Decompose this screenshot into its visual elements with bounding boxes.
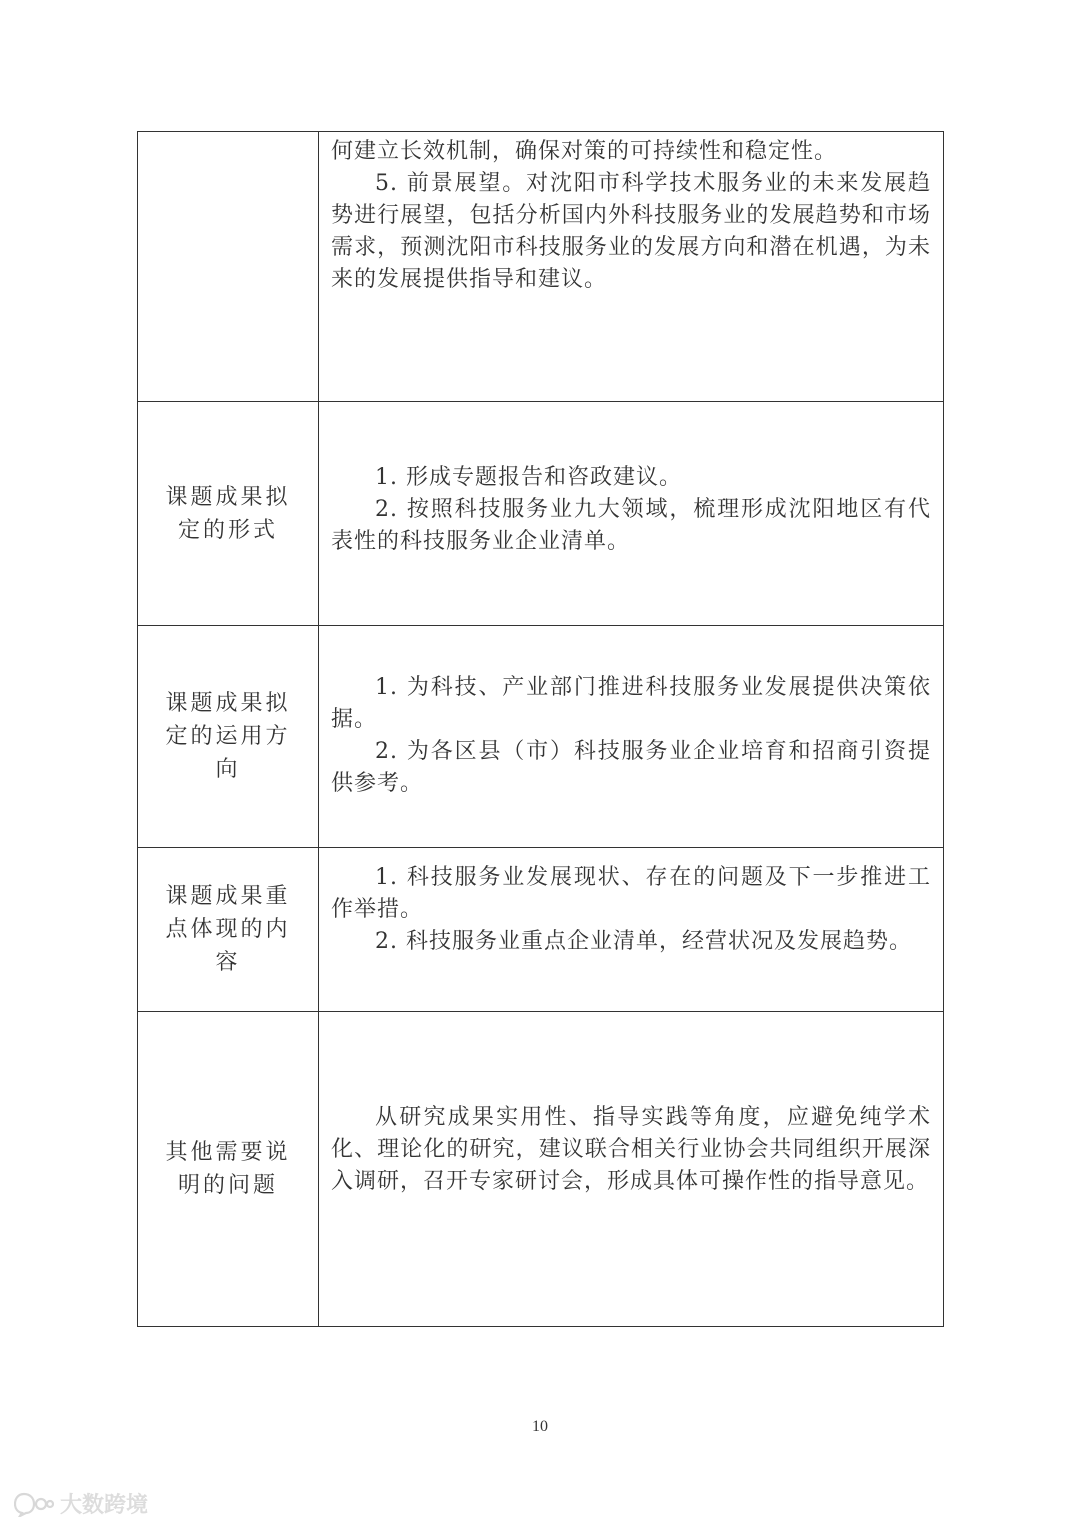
paragraph: 何建立长效机制，确保对策的可持续性和稳定性。 bbox=[331, 139, 838, 164]
table-row bbox=[138, 626, 944, 848]
watermark bbox=[14, 1488, 148, 1519]
paragraph: 2. 为各区县（市）科技服务业企业培育和招商引资提供参考。 bbox=[331, 739, 931, 796]
row-label-text: 其他需要说明的问题 bbox=[165, 1140, 291, 1198]
row-label bbox=[138, 402, 319, 626]
watermark-text: 大数跨境 bbox=[60, 1493, 149, 1518]
row-label-text: 课题成果拟定的运用方向 bbox=[165, 691, 291, 782]
chat-bubble-icon bbox=[14, 1491, 54, 1517]
table-row bbox=[138, 1012, 944, 1327]
project-form-table bbox=[137, 131, 944, 1327]
paragraph: 1. 为科技、产业部门推进科技服务业发展提供决策依据。 bbox=[331, 675, 931, 732]
table-row bbox=[138, 402, 944, 626]
paragraph: 1. 形成专题报告和咨政建议。 bbox=[375, 465, 682, 490]
row-content bbox=[319, 626, 944, 848]
row-content bbox=[319, 848, 944, 1012]
row-label bbox=[138, 1012, 319, 1327]
page-number: 10 bbox=[532, 1418, 548, 1435]
row-label bbox=[138, 848, 319, 1012]
paragraph: 5. 前景展望。对沈阳市科学技术服务业的未来发展趋势进行展望，包括分析国内外科技服务业的发展趋势和市场需求，预测沈阳市科技服务业的发展方向和潜在机遇，为未来的发展提供指导和建议。 bbox=[331, 171, 931, 292]
table-row bbox=[138, 132, 944, 402]
row-label-text: 课题成果重点体现的内容 bbox=[165, 884, 291, 975]
paragraph: 从研究成果实用性、指导实践等角度，应避免纯学术化、理论化的研究，建议联合相关行业协会共同组织开展深入调研，召开专家研讨会，形成具体可操作性的指导意见。 bbox=[331, 1105, 931, 1194]
table-row bbox=[138, 848, 944, 1012]
paragraph: 2. 科技服务业重点企业清单，经营状况及发展趋势。 bbox=[375, 929, 912, 954]
paragraph: 2. 按照科技服务业九大领域，梳理形成沈阳地区有代表性的科技服务业企业清单。 bbox=[331, 497, 931, 554]
row-label-text: 课题成果拟定的形式 bbox=[165, 484, 291, 543]
row-label bbox=[138, 132, 319, 402]
row-content bbox=[319, 1012, 944, 1327]
row-label bbox=[138, 626, 319, 848]
row-content bbox=[319, 132, 944, 402]
row-content bbox=[319, 402, 944, 626]
paragraph: 1. 科技服务业发展现状、存在的问题及下一步推进工作举措。 bbox=[331, 865, 931, 922]
